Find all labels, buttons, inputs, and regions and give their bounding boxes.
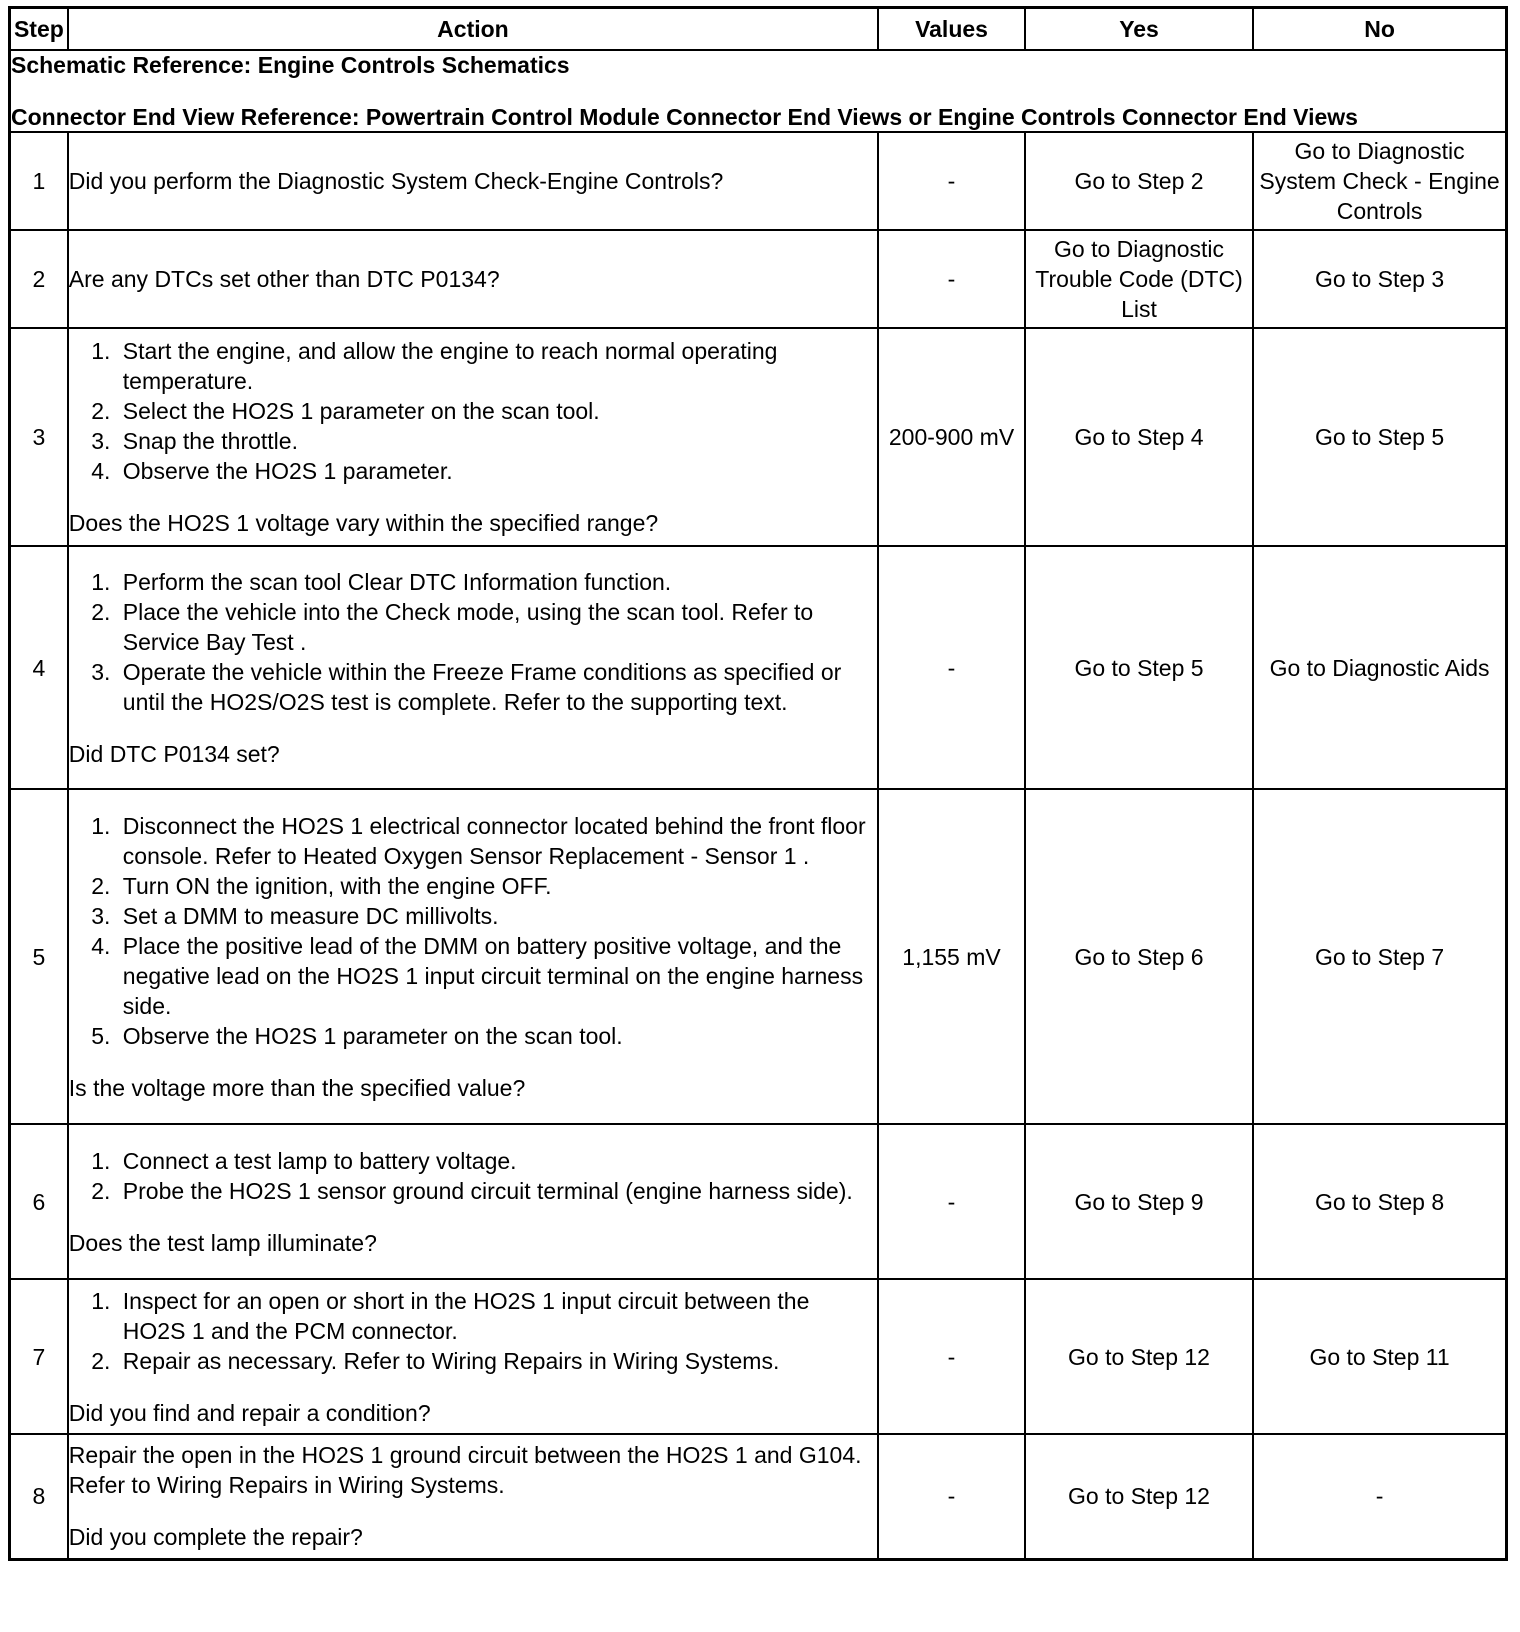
header-row [10, 8, 1507, 51]
value-cell: - [878, 230, 1025, 328]
yes-cell: Go to Step 2 [1025, 132, 1253, 230]
value-cell: - [878, 1279, 1025, 1434]
yes-cell: Go to Step 5 [1025, 546, 1253, 789]
action-cell [68, 789, 878, 1124]
header-step: Step [10, 8, 68, 51]
no-cell: Go to Step 8 [1253, 1124, 1506, 1279]
action-cell [68, 1434, 878, 1559]
value-cell: - [878, 132, 1025, 230]
action-steps-list [69, 811, 877, 1051]
step-number: 3 [10, 328, 68, 546]
action-step-item: 3. Operate the vehicle within the Freeze Frame conditions as specified or until the HO2S/O2S test is complete. Refer to the supporting text. [117, 657, 877, 717]
table-row [10, 1279, 1507, 1434]
step-number: 1 [10, 132, 68, 230]
action-step-item: 1. Start the engine, and allow the engine to reach normal operating temperature. [117, 336, 877, 396]
action-step-item: 2. Repair as necessary. Refer to Wiring Repairs in Wiring Systems. [117, 1346, 877, 1376]
action-step-item: 1. Perform the scan tool Clear DTC Information function. [117, 567, 877, 597]
action-intro: Did you perform the Diagnostic System Check-Engine Controls? [68, 168, 724, 194]
step-number: 2 [10, 230, 68, 328]
header-no: No [1253, 8, 1506, 51]
no-cell: Go to Step 11 [1253, 1279, 1506, 1434]
action-question: Is the voltage more than the specified value? [68, 1074, 526, 1101]
action-step-item: 4. Place the positive lead of the DMM on battery positive voltage, and the negative lead on the HO2S 1 input circuit terminal on the engine harness side. [117, 931, 877, 1021]
action-step-item: 2. Place the vehicle into the Check mode, using the scan tool. Refer to Service Bay Test . [117, 597, 877, 657]
action-intro: Repair the open in the HO2S 1 ground circuit between the HO2S 1 and G104. Refer to Wiring Repairs in Wiring Systems. [68, 1442, 862, 1499]
value-cell: 200-900 mV [878, 328, 1025, 546]
action-cell [68, 1124, 878, 1279]
schematic-reference: Schematic Reference: Engine Controls Schematics [11, 52, 570, 78]
action-cell [68, 1279, 878, 1434]
action-steps-list [69, 1286, 877, 1376]
table-row [10, 546, 1507, 789]
action-intro: Are any DTCs set other than DTC P0134? [68, 266, 500, 292]
yes-cell: Go to Step 9 [1025, 1124, 1253, 1279]
action-step-item: 3. Snap the throttle. [117, 426, 877, 456]
yes-cell: Go to Step 12 [1025, 1279, 1253, 1434]
action-steps-list [69, 567, 877, 717]
action-steps-list [69, 1146, 877, 1206]
action-cell [68, 328, 878, 546]
action-step-item: 1. Disconnect the HO2S 1 electrical connector located behind the front floor console. Refer to Heated Oxygen Sensor Replacement - Sensor 1 . [117, 811, 877, 871]
value-cell: - [878, 1434, 1025, 1559]
table-row [10, 328, 1507, 546]
action-step-item: 4. Observe the HO2S 1 parameter. [117, 456, 877, 486]
table-row [10, 1434, 1507, 1559]
action-step-item: 2. Probe the HO2S 1 sensor ground circuit terminal (engine harness side). [117, 1176, 877, 1206]
table-row [10, 230, 1507, 328]
action-cell [68, 230, 878, 328]
action-cell [68, 546, 878, 789]
action-step-item: 2. Turn ON the ignition, with the engine OFF. [117, 871, 877, 901]
yes-cell: Go to Step 12 [1025, 1434, 1253, 1559]
step-number: 6 [10, 1124, 68, 1279]
action-step-item: 5. Observe the HO2S 1 parameter on the scan tool. [117, 1021, 877, 1051]
action-step-item: 3. Set a DMM to measure DC millivolts. [117, 901, 877, 931]
header-yes: Yes [1025, 8, 1253, 51]
yes-cell: Go to Diagnostic Trouble Code (DTC) List [1025, 230, 1253, 328]
table-row [10, 132, 1507, 230]
no-cell: Go to Step 7 [1253, 789, 1506, 1124]
value-cell: - [878, 546, 1025, 789]
action-step-item: 1. Inspect for an open or short in the HO2S 1 input circuit between the HO2S 1 and the PCM connector. [117, 1286, 877, 1346]
reference-cell [10, 50, 1507, 132]
no-cell: Go to Diagnostic System Check - Engine Controls [1253, 132, 1506, 230]
step-number: 7 [10, 1279, 68, 1434]
yes-cell: Go to Step 4 [1025, 328, 1253, 546]
action-steps-list [69, 336, 877, 486]
no-cell: Go to Step 5 [1253, 328, 1506, 546]
header-values: Values [878, 8, 1025, 51]
action-step-item: 1. Connect a test lamp to battery voltage. [117, 1146, 877, 1176]
step-number: 4 [10, 546, 68, 789]
table-row [10, 789, 1507, 1124]
step-number: 5 [10, 789, 68, 1124]
action-question: Did you complete the repair? [68, 1524, 363, 1551]
yes-cell: Go to Step 6 [1025, 789, 1253, 1124]
action-question: Does the test lamp illuminate? [68, 1229, 377, 1256]
reference-row [10, 50, 1507, 132]
action-cell [68, 132, 878, 230]
step-number: 8 [10, 1434, 68, 1559]
action-question: Did DTC P0134 set? [68, 740, 280, 767]
header-action: Action [68, 8, 878, 51]
action-question: Does the HO2S 1 voltage vary within the specified range? [68, 510, 659, 536]
no-cell: Go to Diagnostic Aids [1253, 546, 1506, 789]
value-cell: - [878, 1124, 1025, 1279]
table-row [10, 1124, 1507, 1279]
action-step-item: 2. Select the HO2S 1 parameter on the scan tool. [117, 396, 877, 426]
diagnostic-table [8, 6, 1508, 1561]
connector-reference: Connector End View Reference: Powertrain Control Module Connector End Views or Engine Controls Connector End Views [11, 104, 1358, 130]
no-cell: - [1253, 1434, 1506, 1559]
no-cell: Go to Step 3 [1253, 230, 1506, 328]
action-question: Did you find and repair a condition? [68, 1399, 431, 1426]
value-cell: 1,155 mV [878, 789, 1025, 1124]
